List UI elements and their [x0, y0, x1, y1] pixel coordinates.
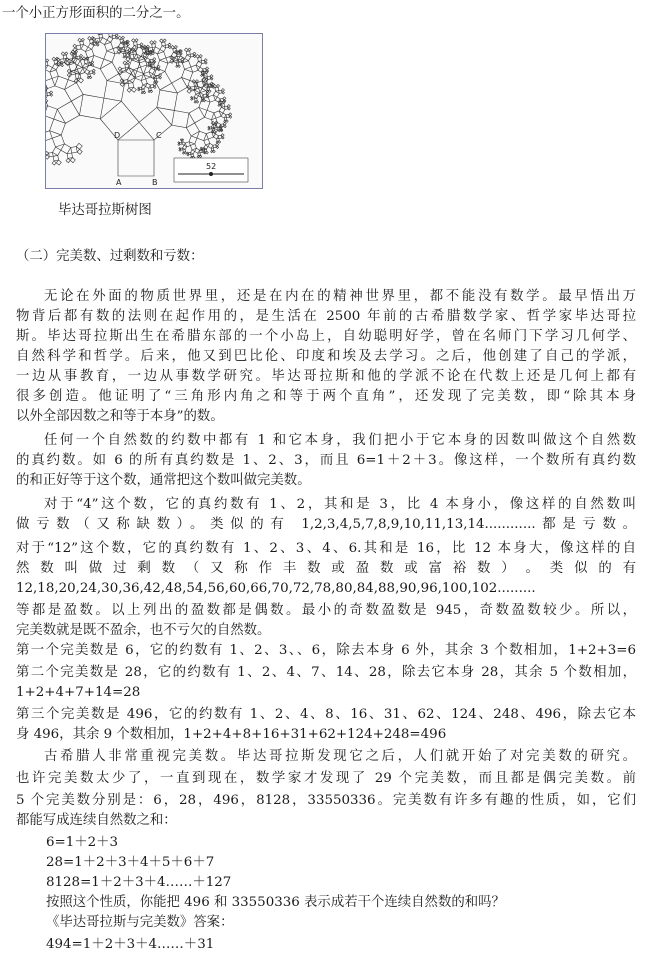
text-line: 第二个完美数是 28，它的约数有 1、2、4、7、14、28，除去它本身 28，其余 5 个数相加， — [16, 665, 636, 680]
tree-square — [157, 52, 166, 61]
tree-square — [107, 36, 113, 42]
tree-square — [186, 51, 190, 55]
tree-square — [199, 55, 202, 58]
tree-square — [216, 146, 219, 149]
tree-square — [224, 118, 227, 121]
text-line: 以外全部因数之和等于本身”的数。 — [16, 409, 224, 424]
tree-square — [183, 149, 186, 152]
tree-square — [127, 88, 131, 92]
tree-square — [50, 70, 59, 79]
tree-square — [73, 44, 77, 48]
tree-square — [214, 111, 221, 118]
tree-square — [123, 56, 125, 58]
tree-square — [215, 87, 219, 91]
tree-square — [46, 106, 57, 119]
label-c: C — [156, 131, 162, 140]
tree-square — [182, 152, 184, 154]
tree-square — [46, 62, 48, 66]
tree-square — [52, 57, 56, 61]
tree-square — [97, 44, 100, 47]
tree-square — [208, 143, 213, 148]
tree-square — [203, 73, 207, 77]
tree-square — [194, 101, 196, 103]
tree-square — [118, 67, 122, 71]
tree-square — [149, 68, 155, 74]
tree-square — [196, 55, 200, 59]
tree-square — [131, 87, 136, 92]
figure-caption: 毕达哥拉斯树图 — [58, 203, 152, 218]
tree-square — [134, 48, 137, 51]
section-heading: （二）完美数、过剩数和亏数： — [16, 249, 204, 264]
tree-square — [185, 142, 190, 147]
measurement-bar — [174, 158, 248, 182]
tree-square — [176, 65, 178, 67]
tree-square — [135, 39, 138, 42]
tree-square — [145, 83, 150, 88]
tree-square — [81, 38, 84, 41]
tree-square — [228, 108, 231, 111]
tree-square — [138, 87, 140, 89]
tree-square — [50, 119, 66, 135]
tree-square — [199, 99, 210, 110]
tree-square — [205, 62, 208, 65]
tree-square — [53, 155, 58, 160]
tree-square — [211, 78, 214, 81]
tree-square — [213, 91, 219, 97]
tree-square — [142, 89, 145, 92]
tree-square — [186, 123, 199, 136]
text-line: 对于“4”这个数，它的真约数有 1、2，其和是 3，比 4 本身小，像这样的自然数叫 — [44, 497, 636, 512]
tree-square — [123, 61, 127, 65]
tree-square — [203, 94, 206, 97]
tree-square — [188, 48, 191, 51]
tree-square — [208, 126, 210, 128]
tree-square — [218, 135, 221, 138]
tree-square — [109, 34, 113, 36]
text-line: 对于“12”这个数，它的真约数有 1、2、3、4、6.其和是 16，比 12 本身大，像这样的自 — [16, 541, 636, 556]
tree-square — [77, 149, 82, 154]
tree-square — [104, 81, 125, 102]
tree-square — [154, 86, 157, 89]
tree-square — [87, 77, 89, 79]
tree-square — [133, 42, 137, 46]
tree-square — [133, 67, 143, 77]
tree-square — [150, 85, 153, 88]
text-line: 12,18,20,24,30,36,42,48,54,56,60,66,70,72,78,80,84,88,90,96,100,102......... — [16, 581, 536, 596]
tree-square — [165, 45, 168, 48]
tree-square — [129, 54, 134, 59]
tree-square — [141, 79, 147, 85]
tree-square — [204, 139, 210, 145]
question-line: 按照这个性质，你能把 496 和 33550336 表示成若干个连续自然数的和吗？ — [46, 895, 505, 910]
tree-square — [191, 65, 198, 72]
tree-square — [174, 45, 177, 48]
tree-square — [126, 53, 130, 57]
tree-square — [128, 83, 133, 88]
text-line: 也许完美数太少了，一直到现在，数学家才发现了 29 个完美数，而且都是偶完美数。前 — [16, 771, 636, 786]
tree-square — [182, 69, 193, 80]
tree-square — [201, 60, 204, 63]
tree-square — [118, 140, 154, 176]
tree-square — [178, 142, 180, 144]
tree-square — [75, 65, 83, 73]
tree-square — [194, 94, 198, 98]
text-line: 的和正好等于这个数，通常把这个数叫做完美数。 — [16, 473, 311, 488]
tree-square — [46, 65, 52, 72]
tree-square — [52, 135, 64, 147]
tree-square — [100, 62, 119, 81]
tree-square — [96, 38, 101, 43]
answer-line: 494=1＋2＋3＋4……＋31 — [46, 937, 215, 952]
label-b: B — [152, 178, 158, 187]
tree-square — [185, 55, 191, 61]
tree-square — [225, 106, 228, 109]
tree-square — [80, 41, 84, 45]
tree-square — [88, 37, 92, 41]
tree-square — [61, 52, 65, 56]
tree-square — [172, 77, 188, 93]
tree-square — [60, 59, 65, 64]
tree-square — [205, 110, 214, 119]
equation-line: 28=1＋2＋3＋4＋5＋6＋7 — [46, 855, 215, 870]
tree-square — [171, 45, 175, 49]
tree-square — [159, 77, 162, 80]
tree-square — [118, 36, 122, 40]
tree-square — [182, 142, 185, 145]
tree-square — [71, 147, 77, 153]
text-line: 身 496，其余 9 个数相加，1+2+4+8+16+31+62+124+248=496 — [16, 727, 447, 742]
tree-square — [122, 36, 125, 39]
tree-square — [195, 148, 200, 153]
tree-square — [197, 131, 206, 140]
tree-square — [191, 154, 194, 157]
tree-square — [143, 65, 156, 78]
tree-square — [214, 134, 219, 139]
text-line: 1+2+4+7+14=28 — [16, 685, 141, 700]
text-line: 古希腊人非常重视完美数。毕达哥拉斯发现它之后，人们就开始了对完美数的研究。 — [44, 749, 636, 764]
tree-square — [198, 153, 201, 156]
tree-square — [134, 54, 141, 61]
text-line: 第三个完美数是 496，它的约数有 1、2、4、8、16、31、62、124、248、496，除去它本 — [16, 707, 636, 722]
tree-square — [85, 69, 90, 74]
measure-label: 52 — [206, 162, 217, 171]
tree-square — [132, 39, 136, 43]
tree-square — [218, 104, 220, 106]
tree-square — [141, 85, 145, 89]
tree-square — [190, 144, 196, 150]
tree-square — [56, 160, 61, 165]
tree-square — [99, 34, 103, 38]
tree-square — [93, 72, 96, 75]
tree-square — [61, 144, 71, 154]
tree-square — [197, 156, 199, 158]
tree-square — [221, 103, 225, 107]
tree-square — [61, 64, 64, 67]
text-line: 5 个完美数分别是：6，28，496，8128，33550336。完美数有许多有趣的性质，如，它们 — [16, 793, 636, 808]
tree-square — [66, 158, 70, 162]
tree-square — [172, 110, 189, 127]
tree-square — [222, 137, 225, 140]
tree-square — [100, 38, 107, 45]
label-d: D — [114, 131, 121, 140]
tree-square — [160, 46, 166, 52]
tree-square — [49, 152, 54, 157]
tree-square — [57, 101, 79, 123]
tree-square — [104, 42, 113, 51]
tree-square — [52, 147, 60, 155]
text-line: 做亏数（又称缺数）。类似的有 1,2,3,4,5,7,8,9,10,11,13,14............都是亏数。 — [16, 517, 636, 532]
tree-square — [46, 98, 48, 103]
tree-square — [67, 153, 72, 158]
tree-square — [150, 41, 154, 45]
tree-square — [224, 125, 227, 128]
tree-square — [189, 136, 197, 144]
tree-square — [195, 98, 198, 101]
tree-square — [213, 145, 216, 148]
tree-square — [196, 61, 202, 67]
tree-square — [211, 148, 214, 151]
tree-square — [219, 107, 225, 113]
text-line: 等都是盈数。以上列出的盈数都是偶数。最小的奇数盈数是 945，奇数盈数较少。所以， — [16, 603, 636, 618]
tree-square — [46, 151, 49, 155]
tree-square — [221, 113, 226, 118]
text-line: 很多创造。他证明了“三角形内角之和等于两个直角”，还发现了完美数，即“除其本身 — [16, 389, 636, 404]
text-line: 斯。毕达哥拉斯出生在希腊东部的一个小岛上，自幼聪明好学，曾在名师门下学习几何学、 — [16, 329, 636, 344]
tree-square — [52, 161, 56, 165]
text-line: 物背后都有数的法则在起作用的，是生活在 2500 年前的古希腊数学家、哲学家毕达哥拉 — [16, 309, 636, 324]
tree-square — [211, 151, 213, 153]
pythagoras-tree-figure — [45, 33, 263, 189]
tree-square — [76, 45, 81, 50]
tree-square — [217, 127, 220, 130]
tree-square — [179, 147, 181, 149]
tree-square — [191, 150, 195, 154]
tree-square — [46, 131, 52, 141]
tree-square — [78, 78, 83, 83]
tree-square — [70, 158, 75, 163]
tree-square — [217, 84, 220, 87]
tree-square — [55, 76, 68, 89]
tree-square — [198, 58, 202, 62]
tree-square — [84, 60, 88, 64]
tree-square — [65, 52, 68, 55]
tree-square — [76, 143, 82, 149]
text-line: 的真约数。如 6 的所有真约数是 1、2、3，而且 6=1＋2＋3。像这样，一个数所有真约数 — [16, 453, 636, 468]
text-line: 一边从事教育，一边从事数学研究。毕达哥拉斯和他的学派不论在代数上还是几何上都有 — [16, 369, 636, 384]
tree-square — [184, 48, 188, 52]
tree-square — [90, 56, 103, 69]
tree-square — [189, 107, 205, 123]
tree-square — [141, 92, 143, 94]
tree-square — [222, 92, 225, 95]
text-line: 都能写成连续自然数之和： — [16, 813, 177, 828]
text-line: 无论在外面的物质世界里，还是在内在的精神世界里，都不能没有数学。最早悟出万 — [44, 289, 636, 304]
tree-square — [157, 90, 178, 111]
text-line: 完美数就是既不盈余，也不亏欠的自然数。 — [16, 623, 271, 638]
tree-square — [219, 90, 222, 93]
tree-square — [226, 114, 229, 117]
tree-square — [217, 138, 220, 141]
tree-square — [65, 83, 84, 102]
tree-square — [46, 78, 55, 88]
tree-square — [85, 49, 94, 58]
tree-square — [88, 74, 91, 77]
tree-square — [50, 94, 53, 97]
tree-square — [163, 39, 166, 42]
tree-square — [162, 42, 166, 46]
tree-square — [149, 88, 152, 91]
tree-square — [90, 71, 93, 74]
text-line: 自然科学和哲学。后来，他又到巴比伦、印度和埃及去学习。之后，他创建了自己的学派， — [16, 349, 636, 364]
tree-square — [191, 96, 193, 98]
tree-square — [148, 91, 150, 93]
tree-square — [104, 51, 115, 62]
tree-square — [47, 93, 50, 96]
tree-square — [187, 89, 191, 93]
tree-square — [229, 116, 232, 119]
tree-square — [160, 39, 164, 43]
answer-heading: 《毕达哥拉斯与完美数》答案： — [46, 915, 234, 930]
text-line: 第一个完美数是 6，它的约数有 1、2、3、、6，除去本身 6 外，其余 3 个数相加，1+2+3=6 — [16, 643, 636, 658]
tree-square — [182, 139, 183, 140]
tree-square — [152, 44, 156, 48]
text-line: 然 数 叫 做 过 剩 数 （ 又 称 作 丰 数 或 盈 数 或 富 裕 数 ） 。 类 似 的 有 — [16, 561, 636, 576]
equation-line: 8128=1＋2＋3＋4……＋127 — [46, 875, 232, 890]
tree-square — [46, 59, 49, 62]
tree-square — [190, 54, 193, 57]
tree-square — [201, 74, 203, 76]
tree-square — [112, 35, 115, 38]
tree-square — [78, 38, 82, 42]
tree-square — [137, 44, 140, 47]
top-line: 一个小正方形面积的二分之一。 — [2, 6, 190, 21]
tree-square — [176, 63, 179, 66]
tree-square — [153, 41, 156, 44]
equation-line: 6=1＋2＋3 — [46, 835, 119, 850]
pythagoras-tree-graphic — [46, 34, 262, 188]
tree-square — [200, 147, 202, 149]
tree-square — [208, 95, 215, 102]
label-a: A — [116, 178, 122, 187]
text-line: 任何一个自然数的约数中都有 1 和它本身，我们把小于它本身的因数叫做这个自然数 — [44, 433, 636, 448]
tree-square — [81, 45, 88, 52]
tree-square — [79, 94, 103, 118]
tree-square — [125, 64, 129, 68]
